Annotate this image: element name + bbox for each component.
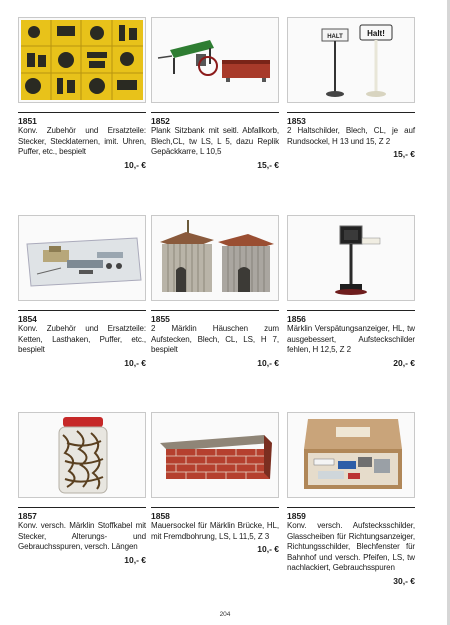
lot-number: 1856 [287,314,306,324]
delay-indicator-photo [287,215,415,301]
halt-sign-left-text: HALT [327,34,343,40]
divider [18,310,146,311]
lot-number: 1853 [287,116,306,126]
lot-1851 [18,17,146,170]
lot-1855 [151,215,279,368]
lot-price: 10,- € [257,357,279,368]
lot-1857 [18,412,146,565]
lot-number: 1852 [151,116,170,126]
lot-price: 15,- € [257,159,279,170]
lot-description: Märklin Verspätungsanzeiger, HL, tw ausgebessert, Aufsteckschilder fehlen, H 12,5, Z 2 [287,324,415,354]
lot-1853 [287,17,415,159]
lot-description: 2 Märklin Häuschen zum Aufstecken, Blech, CL, LS, H 7, bespielt [151,324,279,354]
divider [18,112,146,113]
lot-number: 1858 [151,511,170,521]
lot-price: 30,- € [393,575,415,586]
lot-price: 20,- € [393,357,415,368]
lot-price: 10,- € [124,357,146,368]
lot-1856 [287,215,415,368]
cable-jar-photo [18,412,146,498]
page-number: 204 [219,611,231,618]
lot-price: 15,- € [393,149,415,159]
lot-description: Konv. versch. Aufstecksschilder, Glasscheiben für Richtungsanzeiger, Richtungsschilder, Blechfenster für Bahnhof und versch. Pfeifen, LS, tw nachlackiert, Gebrauchsspuren [287,521,415,572]
divider [287,112,415,113]
parts-bag-photo [18,215,146,301]
divider [151,507,279,508]
accessory-box-photo [18,17,146,103]
lot-description: Konv. versch. Märklin Stoffkabel mit Stecker, Alterungs- und Gebrauchsspuren, versch. Längen [18,521,146,551]
lot-description: Konv. Zubehör und Ersatzteile: Ketten, Lasthaken, Puffer, etc., bespielt [18,324,146,354]
lot-1859 [287,412,415,586]
lot-number: 1859 [287,511,306,521]
lot-price: 10,- € [257,544,279,554]
divider [18,507,146,508]
lot-description: 2 Haltschilder, Blech, CL, je auf Rundsockel, H 13 und 15, Z 2 [287,126,415,146]
lot-description: Plank Sitzbank mit seitl. Abfallkorb, Blech,CL, tw LS, L 5, dazu Replik Gepäckkarre, L 10,5 [151,126,279,156]
lot-price: 10,- € [124,159,146,170]
halt-signs-photo [287,17,415,103]
huts-photo [151,215,279,301]
lot-description: Konv. Zubehör und Ersatzteile: Stecker, Stecklaternen, imit. Uhren, Puffer, etc., bespielt [18,126,146,156]
lot-price: 10,- € [124,554,146,565]
lot-number: 1851 [18,116,37,126]
lot-number: 1855 [151,314,170,324]
halt-sign-right-text: Halt! [367,29,385,38]
lot-number: 1854 [18,314,37,324]
divider [151,112,279,113]
lot-number: 1857 [18,511,37,521]
lot-1852 [151,17,279,170]
cigar-box-photo [287,412,415,498]
divider [287,507,415,508]
divider [287,310,415,311]
lot-description: Mauersockel für Märklin Brücke, HL, mit Fremdbohrung, LS, L 11,5, Z 3 [151,521,279,541]
brick-base-photo [151,412,279,498]
bench-cart-photo [151,17,279,103]
divider [151,310,279,311]
lot-1854 [18,215,146,368]
lot-1858 [151,412,279,554]
